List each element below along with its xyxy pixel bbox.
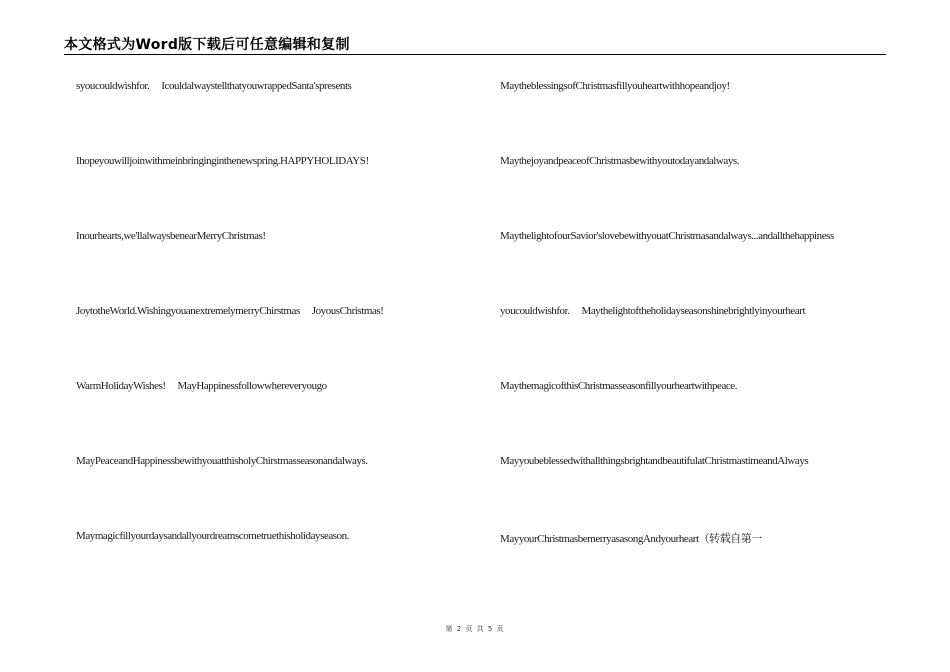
header-divider bbox=[64, 54, 886, 55]
text-line bbox=[500, 230, 834, 242]
text-line bbox=[76, 530, 349, 542]
text-segment: Maymagicfillyourdaysandallyourdreamscometruethisholidayseason. bbox=[76, 530, 349, 542]
text-line bbox=[76, 230, 266, 242]
text-segment: youcouldwishfor. bbox=[500, 305, 570, 317]
text-segment: syoucouldwishfor. bbox=[76, 80, 150, 92]
text-segment: MayPeaceandHappinessbewithyouatthisholyChirstmasseasonandalways. bbox=[76, 455, 368, 467]
text-segment: MaytheblessingsofChristmasfillyouheartwithhopeandjoy! bbox=[500, 80, 730, 92]
text-line bbox=[500, 455, 808, 467]
document-header-title: 本文格式为Word版下载后可任意编辑和复制 bbox=[64, 37, 350, 53]
text-segment: MaythemagicofthisChristmasseasonfillyourheartwithpeace. bbox=[500, 380, 738, 392]
text-line bbox=[500, 80, 730, 92]
text-line bbox=[500, 155, 739, 167]
text-line bbox=[76, 80, 351, 92]
text-line bbox=[76, 155, 369, 167]
text-line bbox=[500, 380, 737, 392]
text-segment: WarmHolidayWishes! bbox=[76, 380, 166, 392]
text-segment: JoytotheWorld.WishingyouanextremelymerryChirstmas bbox=[76, 305, 300, 317]
text-line bbox=[500, 305, 805, 317]
text-segment: IcouldalwaystellthatyouwrappedSanta'spresents bbox=[161, 80, 352, 92]
text-segment: JoyousChristmas! bbox=[311, 305, 384, 317]
page-number-footer: 第 2 页 共 5 页 bbox=[445, 625, 505, 633]
text-line bbox=[76, 380, 327, 392]
text-segment: Ihopeyouwilljoinwithmeinbringinginthenewspring.HAPPYHOLIDAYS! bbox=[76, 155, 369, 167]
text-segment: MayHappinessfollowwhereveryougo bbox=[177, 380, 327, 392]
text-line bbox=[76, 305, 383, 317]
text-segment: Maythelightoftheholidayseasonshinebrightlyinyourheart bbox=[581, 305, 806, 317]
text-segment: MaythejoyandpeaceofChristmasbewithyoutodayandalways. bbox=[500, 155, 739, 167]
text-line bbox=[76, 455, 368, 467]
text-segment: MayyourChristmasbemerryasasongAndyourheart（转载自第一 bbox=[500, 533, 762, 545]
text-line bbox=[500, 530, 762, 546]
text-segment: MayyoubeblessedwithallthingsbrightandbeautifulatChristmastimeandAlways bbox=[500, 455, 809, 467]
text-segment: MaythelightofourSavior'slovebewithyouatChristmasandalways...andallthehappiness bbox=[500, 230, 834, 242]
text-segment: Inourhearts,we'llalwaysbenearMerryChristmas! bbox=[76, 230, 266, 242]
